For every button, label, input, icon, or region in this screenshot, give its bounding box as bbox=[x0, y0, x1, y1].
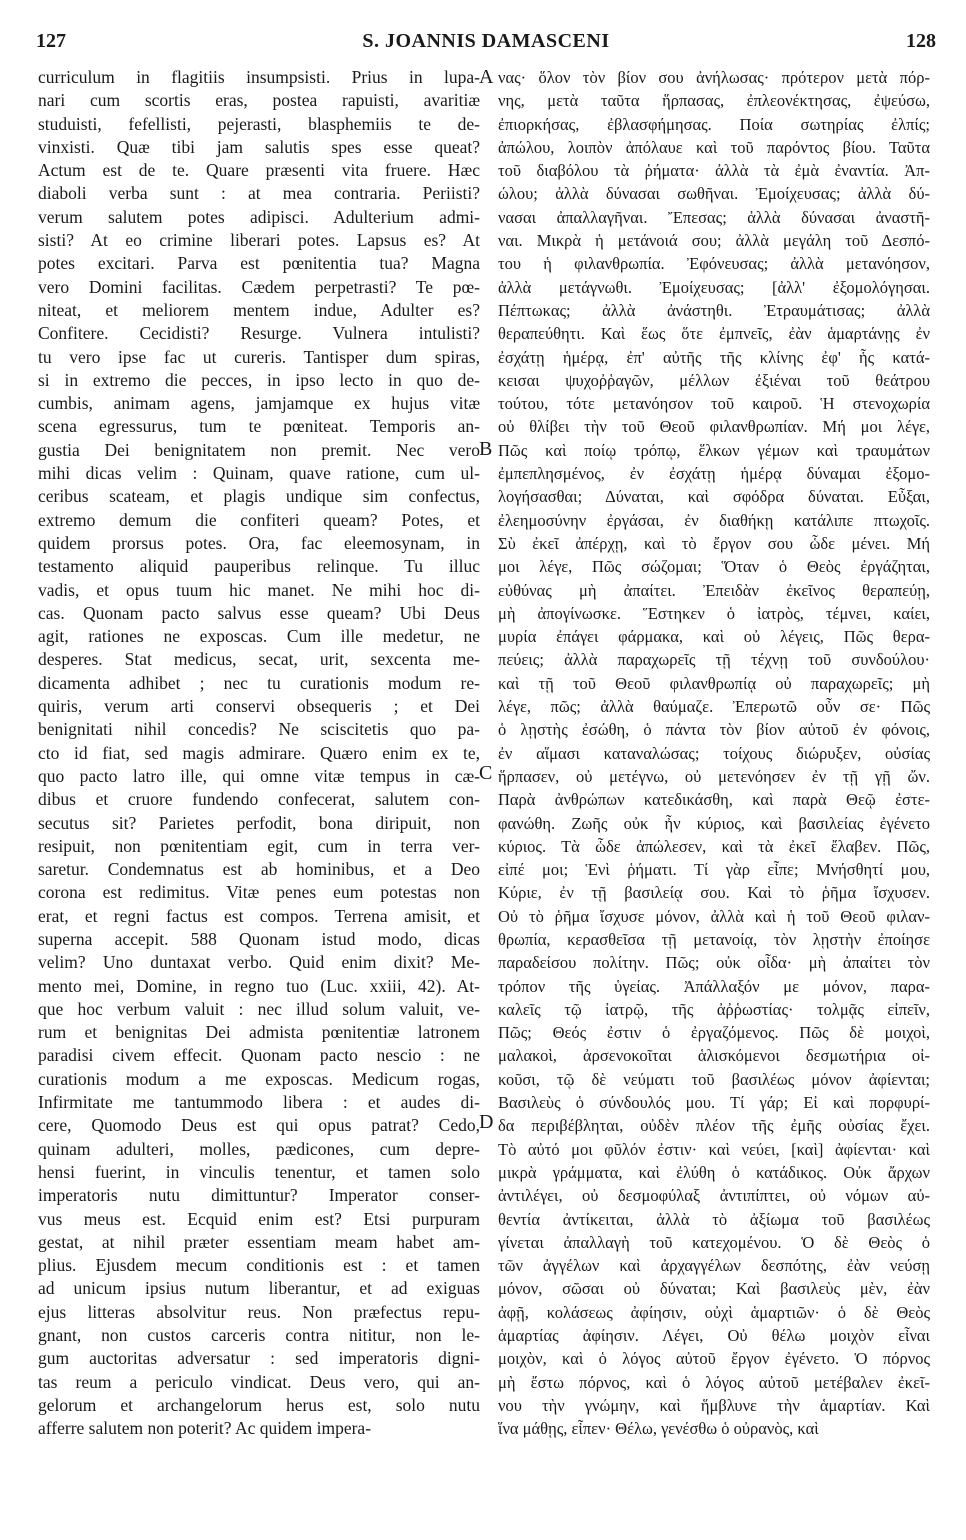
greek-text-line: φανώθη. Ζωῆς οὐκ ἦν κύριος, καὶ βασιλείας ἐγένετο bbox=[498, 813, 930, 833]
latin-text-line: extremo demum die confiteri queam? Potes, et bbox=[38, 509, 480, 530]
latin-text-line: vadis, et opus tuum hic manet. Ne mihi hoc di- bbox=[38, 579, 480, 600]
greek-text-line: νασαι ἀπαλλαγῆναι. Ἔπεσας; ἀλλὰ δύνασαι ἀναστῆ- bbox=[498, 207, 930, 227]
greek-text-line: κοῦσι, τῷ δὲ νεύματι τοῦ βασιλέως μόνον ἀφίενται; bbox=[498, 1069, 930, 1089]
latin-text-line: tas reum a periculo vindicat. Deus vero, qui an- bbox=[38, 1371, 480, 1392]
latin-text-line: superna accepit. 588 Quonam istud modo, dicas bbox=[38, 928, 480, 949]
greek-text-line: ὁ λῃστὴς ἐσώθη, ὁ πάντα τὸν βίον αὐτοῦ ἐν φόνοις, bbox=[498, 720, 930, 740]
latin-text-line: gestat, at nihil præter essentiam meam habet am- bbox=[38, 1231, 480, 1252]
greek-text-line: ναι. Μικρὰ ἡ μετάνοιά σου; ἀλλὰ μεγάλη τοῦ Δεσπό- bbox=[498, 231, 930, 251]
latin-text-line: tu vero ipse fac ut cureris. Tantisper dum spiras, bbox=[38, 346, 480, 367]
section-marker-d: D bbox=[479, 1111, 494, 1133]
latin-text-line: corona est redimitus. Vitæ penes eum potestas non bbox=[38, 882, 480, 903]
latin-text-line: verum salutem potes adipisci. Adulterium admi- bbox=[38, 206, 480, 227]
latin-text-line: niteat, et meliorem mentem indue, Adulter es? bbox=[38, 299, 480, 320]
greek-text-line: ἐλεημοσύνην ἐργάσαι, ἐν διαθήκῃ κατάλιπε πτωχοῖς. bbox=[498, 510, 930, 530]
latin-text-line: ejus litteras absolvitur reus. Non præfectus repu- bbox=[38, 1301, 480, 1322]
greek-text-line: Βασιλεὺς ὁ σύνδουλός μου. Τί γάρ; Εἰ καὶ πορφυρί- bbox=[498, 1093, 930, 1113]
latin-text-line: rum et benignitas Dei admista pœnitentiæ latronem bbox=[38, 1022, 480, 1043]
latin-text-line: Infirmitate me tantummodo libera : et audes di- bbox=[38, 1092, 480, 1113]
section-marker-c: C bbox=[479, 762, 493, 784]
latin-text-line: gum auctoritas adversatur : sed imperatoris digni- bbox=[38, 1348, 480, 1369]
greek-text-line: νου τὴν γνώμην, καὶ ἥμβλυνε τὴν ἁμαρτίαν. Καὶ bbox=[498, 1395, 930, 1415]
latin-column bbox=[38, 66, 480, 1441]
greek-text-line: καλεῖς τῷ ἰατρῷ, τῆς ἀῤῥωστίας· τολμᾷς εἰπεῖν, bbox=[498, 999, 930, 1019]
greek-text-line: ἥρπασεν, οὐ μετέγνω, οὐ μετενόησεν ἐν τῇ γῇ ὤν. bbox=[498, 766, 930, 786]
latin-text-line: scena egressurus, tum te pœniteat. Temporis an- bbox=[38, 416, 480, 437]
latin-text-line: mento mei, Domine, in regno tuo (Luc. xxiii, 42). At- bbox=[38, 975, 480, 996]
latin-text-line: erat, et regni factus est compos. Terrena amisit, et bbox=[38, 905, 480, 926]
greek-text-line: ἀπώλου, λοιπὸν ἀπόλαυε καὶ τοῦ παρόντος βίου. Ταῦτα bbox=[498, 137, 930, 157]
greek-text-line: θρωπία, κερασθεῖσα τῇ μετανοίᾳ, τὸν λῃστὴν ἐποίησε bbox=[498, 929, 930, 949]
latin-text-line: cas. Quonam pacto salvus esse queam? Ubi Deus bbox=[38, 602, 480, 623]
greek-text-line: ώλου; ἀλλὰ δύνασαι σωθῆναι. Ἐμοίχευσας; ἀλλὰ δύ- bbox=[498, 184, 930, 204]
greek-text-line: μαλακοὶ, ἀρσενοκοῖται ἁλισκόμενοι δεσμωτήρια οἰ- bbox=[498, 1046, 930, 1066]
greek-text-line: Κύριε, ἐν τῇ βασιλείᾳ σου. Καὶ τὸ ῥῆμα ἴσχυσεν. bbox=[498, 883, 930, 903]
latin-text-line: resipuit, non pœnitentiam egit, cum in terra ver- bbox=[38, 835, 480, 856]
latin-text-line: imperatoris nutu dimittuntur? Imperator conser- bbox=[38, 1185, 480, 1206]
latin-text-line: potes excitari. Parva est pœnitentia tua? Magna bbox=[38, 253, 480, 274]
latin-text-line: sisti? At eo crimine liberari potes. Lapsus es? At bbox=[38, 230, 480, 251]
greek-text-line: Πῶς; Θεός ἐστιν ὁ ἐργαζόμενος. Πῶς δὲ μοιχοὶ, bbox=[498, 1023, 930, 1043]
greek-text-line: κύριος. Τὰ ὧδε ἀπώλεσεν, καὶ τὰ ἐκεῖ ἔλαβεν. Πῶς, bbox=[498, 836, 930, 856]
latin-text-line: plius. Ejusdem mecum conditionis est : et tamen bbox=[38, 1255, 480, 1276]
greek-text-line: μυρία ἐπάγει φάρμακα, καὶ οὐ λέγεις, Πῶς θερα- bbox=[498, 627, 930, 647]
greek-text-line: λέγε, πῶς; ἀλλὰ θαύμαζε. Ἐπερωτῶ οὖν σε· Πῶς bbox=[498, 697, 930, 717]
greek-text-line: του ἡ φιλανθρωπία. Ἐφόνευσας; ἀλλὰ μετανόησον, bbox=[498, 254, 930, 274]
greek-text-line: θεντία ἀντίκειται, ἀλλὰ τὸ ἀξίωμα τοῦ βασιλέως bbox=[498, 1209, 930, 1229]
latin-text-line: vus meus est. Ecquid enim est? Etsi purpuram bbox=[38, 1208, 480, 1229]
greek-text-line: οὐ θλίβει τὴν τοῦ Θεοῦ φιλανθρωπίαν. Μή μοι λέγε, bbox=[498, 417, 930, 437]
greek-text-line: ἐν αἵμασι καταναλώσας; τοίχους διώρυξεν, οὐσίας bbox=[498, 743, 930, 763]
greek-column bbox=[498, 66, 930, 1441]
latin-text-line: Actum est de te. Quare præsenti vita fruere. Hæc bbox=[38, 160, 480, 181]
latin-text-line: ceribus scateam, et plagis undique sim confectus, bbox=[38, 486, 480, 507]
greek-text-line: ἐσχάτῃ ἡμέρᾳ, ἐπ' αὐτῆς τῆς κλίνης ἐφ' ἧς κατά- bbox=[498, 347, 930, 367]
greek-text-line: Πῶς καὶ ποίῳ τρόπῳ, ἕλκων γέμων καὶ τραυμάτων bbox=[498, 440, 930, 460]
greek-text-line: Πέπτωκας; ἀλλὰ ἀνάστηθι. Ἐτραυμάτισας; ἀλλὰ bbox=[498, 300, 930, 320]
latin-text-line: gustia Dei benignitatem non premit. Nec vero bbox=[38, 439, 480, 460]
greek-text-line: νας· ὅλον τὸν βίον σου ἀνήλωσας· πρότερον μετὰ πόρ- bbox=[498, 68, 930, 87]
latin-text-line: afferre salutem non poterit? Ac quidem impera- bbox=[38, 1418, 372, 1439]
greek-text-line: ἀλλὰ μετάγνωθι. Ἐμοίχευσας; [ἀλλ' ἐξομολόγησαι. bbox=[498, 277, 930, 297]
latin-text-line: hensi fuerint, in vinculis tenentur, et tamen solo bbox=[38, 1161, 480, 1182]
greek-text-line: ἐπιορκήσας, ἐβλασφήμησας. Ποία σωτηρίας ἐλπίς; bbox=[498, 114, 930, 134]
latin-text-line: testamento aliquid pauperibus relinque. Tu illuc bbox=[38, 556, 480, 577]
latin-text-line: benignitati nihil concedis? Ne sciscitetis quo pa- bbox=[38, 719, 480, 740]
greek-text-line: μικρὰ γράμματα, καὶ ἐλύθη ὁ κατάδικος. Οὐκ ἄρχων bbox=[498, 1162, 930, 1182]
greek-text-line: τῶν ἀγγέλων καὶ ἀρχαγγέλων δεσπότης, ἐὰν νεύσῃ bbox=[498, 1256, 930, 1276]
greek-text-line: Σὺ ἐκεῖ ἀπέρχῃ, καὶ τὸ ἔργον σου ὧδε μένει. Μή bbox=[498, 533, 930, 553]
latin-text-line: cumbis, animam agens, jamjamque ex hujus vitæ bbox=[38, 393, 480, 414]
latin-text-line: gelorum et archangelorum herus est, solo nutu bbox=[38, 1394, 480, 1415]
latin-text-line: desperes. Stat medicus, secat, urit, sexcenta me- bbox=[38, 649, 480, 670]
greek-text-line: τοῦ διαβόλου τὰ ῥήματα· ἀλλὰ τὰ ἐμὰ ἐναντία. Ἀπ- bbox=[498, 161, 930, 181]
latin-text-line: cere, Quomodo Deus est qui opus patrat? Cedo, bbox=[38, 1115, 480, 1136]
latin-text-line: dicamenta adhibet ; nec tu curationis modum re- bbox=[38, 672, 480, 693]
greek-text-line: πεύεις; ἀλλὰ παραχωρεῖς τῇ τέχνῃ τοῦ συνδούλου· bbox=[498, 650, 930, 670]
latin-text-line: vero Domini facilitas. Cædem perpetrasti? Te pœ- bbox=[38, 276, 480, 297]
greek-text-line: θεραπεύθητι. Καὶ ἕως ὅτε ἐμπνεῖς, ἐὰν ἁμαρτάνῃς ἐν bbox=[498, 324, 930, 344]
latin-text-line: curationis modum a me exposcas. Medicum rogas, bbox=[38, 1068, 480, 1089]
latin-text-line: velim? Uno duntaxat verbo. Quid enim dixit? Me- bbox=[38, 952, 480, 973]
greek-text-line: Οὐ τὸ ῥῆμα ἴσχυσε μόνον, ἀλλὰ καὶ ἡ τοῦ Θεοῦ φιλαν- bbox=[498, 906, 930, 926]
greek-text-line: Τὸ αὐτό μοι φῦλόν ἐστιν· καὶ νεύει, [καὶ] ἀφίενται· καὶ bbox=[498, 1139, 930, 1159]
latin-text-line: quidem prorsus potes. Ora, fac eleemosynam, in bbox=[38, 532, 480, 553]
greek-text-line: νης, μετὰ ταῦτα ἥρπασας, ἐπλεονέκτησας, ἐψεύσω, bbox=[498, 91, 930, 111]
greek-text-line: τρόπον τῆς ὑγείας. Ἀπάλλαξόν με μόνον, παρα- bbox=[498, 976, 930, 996]
greek-text-line: ἐμπεπλησμένος, ἐν ἐσχάτῃ ἡμέρᾳ δύναμαι ἐξομο- bbox=[498, 464, 930, 484]
section-marker-a: A bbox=[479, 66, 494, 88]
greek-text-line: κεισαι ψυχοῤῥαγῶν, μέλλων ἐξιέναι τοῦ θεάτρου bbox=[498, 370, 930, 390]
greek-text-line: λογήσασθαι; Δύναται, καὶ σφόδρα δύναται. Εὖξαι, bbox=[498, 487, 930, 507]
greek-text-line: ἀντιλέγει, οὐ δεσμοφύλαξ ἀντιπίπτει, οὐ νόμων αὐ- bbox=[498, 1186, 930, 1206]
greek-text-line: ἵνα μάθῃς, εἶπεν· Θέλω, γενέσθω ὁ οὐρανὸς, καὶ bbox=[498, 1419, 819, 1439]
greek-text-line: δα περιβέβληται, οὐδὲν πλέον τῆς ἐμῆς οὐσίας ἔχει. bbox=[498, 1116, 930, 1136]
latin-text-line: nari cum scortis eras, postea rapuisti, avaritiæ bbox=[38, 90, 480, 111]
greek-text-line: μὴ ἔστω πόρνος, καὶ ὁ λόγος αὐτοῦ μετέβαλεν ἐκεῖ- bbox=[498, 1372, 930, 1392]
greek-text-line: τούτου, τότε μετανόησον τοῦ καιροῦ. Ἡ στενοχωρία bbox=[498, 394, 930, 414]
latin-text-line: mihi dicas velim : Quinam, quave ratione, cum ul- bbox=[38, 463, 480, 484]
latin-text-line: agit, rationes ne exposcas. Cum ille medetur, ne bbox=[38, 626, 480, 647]
running-title: S. JOANNIS DAMASCENI bbox=[362, 30, 610, 52]
greek-text-line: μὴ ἀπογίνωσκε. Ἕστηκεν ὁ ἰατρὸς, τέμνει, καίει, bbox=[498, 603, 930, 623]
greek-text-line: ἀφῇ, κολάσεως ἀφίησιν, οὐχὶ ἁμαρτιῶν· ὁ δὲ Θεὸς bbox=[498, 1302, 930, 1322]
latin-text-line: quinam adulteri, molles, pædicones, cum depre- bbox=[38, 1138, 480, 1159]
greek-text-line: παραδείσου πολίτην. Πῶς; οὐκ οἶδα· μὴ ἀπαίτει τὸν bbox=[498, 953, 930, 973]
latin-text-line: paradisi civem effecit. Quonam pacto nescio : ne bbox=[38, 1045, 480, 1066]
latin-text-line: cto id fiat, sed magis admirare. Quæro enim ex te, bbox=[38, 742, 480, 763]
latin-text-line: quiris, verum arti conservi obsequeris ; et Dei bbox=[38, 696, 480, 717]
greek-text-line: εἰπέ μοι; Ἑνὶ ῥήματι. Τί γὰρ εἶπε; Μνήσθητί μου, bbox=[498, 860, 930, 880]
greek-text-line: Παρὰ ἀνθρώπων κατεδικάσθη, καὶ παρὰ Θεῷ ἐστε- bbox=[498, 790, 930, 810]
greek-text-line: καὶ τῇ τοῦ Θεοῦ φιλανθρωπίᾳ οὐ παραχωρεῖς; μὴ bbox=[498, 673, 930, 693]
page-header bbox=[36, 30, 936, 60]
page-number-right: 128 bbox=[906, 30, 936, 52]
latin-text-line: Confitere. Cecidisti? Resurge. Vulnera intulisti? bbox=[38, 323, 480, 344]
greek-text-line: γίνεται ἀπαλλαγὴ τοῦ κατεχομένου. Ὁ δὲ Θεὸς ὁ bbox=[498, 1232, 930, 1252]
latin-text-line: saretur. Condemnatus est ab hominibus, et a Deo bbox=[38, 859, 480, 880]
latin-text-line: ad unicum ipsius nutum liberantur, et ad exiguas bbox=[38, 1278, 480, 1299]
greek-text-line: μοι λέγε, Πῶς σώζομαι; Ὅταν ὁ Θεὸς ἐργάζηται, bbox=[498, 557, 930, 577]
greek-text-line: μοιχὸν, καὶ ὁ λόγος αὐτοῦ ἔργον ἐγένετο. Ὁ πόρνος bbox=[498, 1349, 930, 1369]
section-marker-b: B bbox=[479, 438, 493, 460]
latin-text-line: que hoc verbum valuit : nec illud solum valuit, ve- bbox=[38, 998, 480, 1019]
greek-text-line: ἁμαρτίας ἀφίησιν. Λέγει, Οὐ θέλω μοιχὸν εἶναι bbox=[498, 1326, 930, 1346]
latin-text-line: dibus et cruore fundendo confecerat, salutem con- bbox=[38, 789, 480, 810]
latin-text-line: curriculum in flagitiis insumpsisti. Prius in lupa- bbox=[38, 67, 480, 87]
latin-text-line: quo pacto latro ille, qui omne vitæ tempus in cæ- bbox=[38, 765, 480, 786]
greek-text-line: εὐθύνας μὴ ἀπαίτει. Ἐπειδὰν ἐκεῖνος θεραπεύῃ, bbox=[498, 580, 930, 600]
latin-text-line: vinxisti. Quæ tibi jam salutis spes esse queat? bbox=[38, 136, 480, 157]
latin-text-line: gnant, non custos carceris contra nititur, non le- bbox=[38, 1325, 480, 1346]
latin-text-line: si in extremo die pecces, in ipso lecto in quo de- bbox=[38, 369, 480, 390]
page-number-left: 127 bbox=[36, 30, 66, 52]
greek-text-line: μόνον, σῶσαι οὐ δύναται; Καὶ βασιλεὺς μὲν, ἐὰν bbox=[498, 1279, 930, 1299]
latin-text-line: secutus sit? Parietes perfodit, bona diripuit, non bbox=[38, 812, 480, 833]
latin-text-line: diaboli verba sunt : at mea contraria. Periisti? bbox=[38, 183, 480, 204]
latin-text-line: studuisti, fefellisti, pejerasti, blasphemiis te de- bbox=[38, 113, 480, 134]
